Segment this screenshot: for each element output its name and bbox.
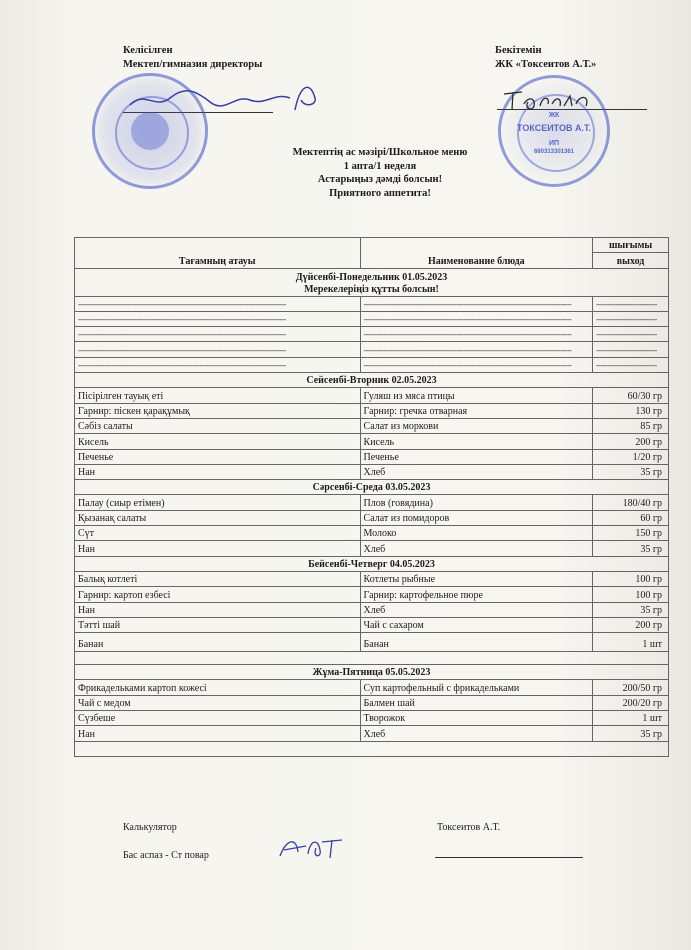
table-row (75, 449, 669, 464)
table-row (75, 311, 669, 326)
table-row (75, 695, 669, 710)
dish-yield: 200 гр (593, 434, 669, 449)
dish-yield: 35 гр (593, 726, 669, 741)
header-yield-kk: шығымы (593, 238, 669, 253)
header-ru: Наименование блюда (360, 238, 593, 269)
dish-kk: Кисель (75, 434, 361, 449)
table-row (75, 587, 669, 602)
dish-yield: 200/50 гр (593, 680, 669, 695)
dash-cell: ---------------------------- (593, 296, 669, 311)
stamp-top-text: ЖК (548, 112, 560, 119)
dish-yield: 60/30 гр (593, 388, 669, 403)
dish-kk: Сәбіз салаты (75, 418, 361, 433)
menu-title (280, 146, 480, 200)
dash-cell: ------------------------------------------------------------------------------------------------ (360, 296, 593, 311)
dish-kk: Фрикадельками картоп кожесі (75, 680, 361, 695)
dash-cell: ---------------------------- (593, 342, 669, 357)
calculator-name: Токсеитов А.Т. (437, 822, 501, 833)
title-line-2: 1 апта/1 неделя (343, 160, 417, 172)
dish-kk: Гарнир: піскен қарақұмық (75, 403, 361, 418)
stamp-ip: ИП (548, 140, 560, 147)
title-line-1: Мектептің ас мәзірі/Школьное меню (292, 147, 468, 158)
table-row (75, 464, 669, 479)
dash-cell: ---------------------------- (593, 311, 669, 326)
dish-ru: Хлеб (360, 726, 593, 741)
dish-yield: 1/20 гр (593, 449, 669, 464)
dish-kk: Нан (75, 602, 361, 617)
dish-ru: Гуляш из мяса птицы (360, 388, 593, 403)
table-row (75, 571, 669, 586)
day-title: Дүйсенбі-Понедельник 01.05.2023 (295, 271, 448, 283)
header-kk: Тағамның атауы (75, 238, 361, 269)
table-row (75, 327, 669, 342)
dish-kk: Тәтті шай (75, 617, 361, 632)
dish-ru: Салат из моркови (360, 418, 593, 433)
dish-ru: Молоко (360, 526, 593, 541)
dish-yield: 100 гр (593, 571, 669, 586)
dish-ru: Печенье (360, 449, 593, 464)
day-title: Сәрсенбі-Среда 03.05.2023 (75, 480, 669, 495)
dish-yield: 1 шт (593, 633, 669, 652)
table-row (75, 602, 669, 617)
chef-label: Бас аспаз - Ст повар (123, 850, 209, 861)
signature-line-footer (435, 857, 583, 858)
dash-cell: ------------------------------------------------------------------------------------------------ (75, 357, 361, 372)
stamp-name: ТОКСЕИТОВ А.Т. (517, 123, 591, 133)
dish-kk: Палау (сиыр етімен) (75, 495, 361, 510)
table-row (75, 510, 669, 525)
day-row-thursday (75, 556, 669, 571)
dish-kk: Пісірілген тауық еті (75, 388, 361, 403)
dash-cell: ---------------------------- (593, 357, 669, 372)
dish-yield: 180/40 гр (593, 495, 669, 510)
dish-ru: Балмен шай (360, 695, 593, 710)
dish-kk: Нан (75, 541, 361, 556)
dish-kk: Сүт (75, 526, 361, 541)
approval-right (495, 44, 596, 72)
dish-ru: Творожок (360, 711, 593, 726)
header-yield-ru: выход (593, 253, 669, 268)
dish-kk: Печенье (75, 449, 361, 464)
table-row (75, 418, 669, 433)
dish-yield: 35 гр (593, 541, 669, 556)
dish-ru: Гарнир: картофельное пюре (360, 587, 593, 602)
approve-label: Бекітемін (495, 45, 542, 56)
title-line-3: Астарыңыз дәмді болсын! (317, 174, 443, 185)
dish-yield: 60 гр (593, 510, 669, 525)
day-row-wednesday (75, 480, 669, 495)
dish-ru: Суп картофельный с фрикадельками (360, 680, 593, 695)
dish-yield: 130 гр (593, 403, 669, 418)
dish-ru: Хлеб (360, 602, 593, 617)
dish-yield: 35 гр (593, 602, 669, 617)
day-title: Сейсенбі-Вторник 02.05.2023 (75, 373, 669, 388)
dish-ru: Плов (говядина) (360, 495, 593, 510)
table-row (75, 434, 669, 449)
table-row (75, 296, 669, 311)
table-row (75, 726, 669, 741)
dish-ru: Чай с сахаром (360, 617, 593, 632)
dash-cell: ------------------------------------------------------------------------------------------------ (360, 342, 593, 357)
dish-ru: Хлеб (360, 541, 593, 556)
dish-kk: Қызанақ салаты (75, 510, 361, 525)
dish-yield: 1 шт (593, 711, 669, 726)
dash-cell: ------------------------------------------------------------------------------------------------ (360, 311, 593, 326)
calculator-label: Калькулятор (123, 822, 177, 833)
table-row (75, 357, 669, 372)
dish-ru: Банан (360, 633, 593, 652)
table-row (75, 541, 669, 556)
dish-kk: Банан (75, 633, 361, 652)
dish-ru: Салат из помидоров (360, 510, 593, 525)
day-title: Бейсенбі-Четверг 04.05.2023 (75, 556, 669, 571)
dish-yield: 200/20 гр (593, 695, 669, 710)
dish-kk: Сүзбеше (75, 711, 361, 726)
dish-ru: Кисель (360, 434, 593, 449)
director-signature (125, 70, 325, 120)
table-row (75, 711, 669, 726)
dish-kk: Нан (75, 464, 361, 479)
dish-kk: Балық котлеті (75, 571, 361, 586)
dash-cell: ------------------------------------------------------------------------------------------------ (75, 327, 361, 342)
empty-row (75, 652, 669, 665)
dash-cell: ------------------------------------------------------------------------------------------------ (360, 327, 593, 342)
dash-cell: ------------------------------------------------------------------------------------------------ (75, 296, 361, 311)
day-row-friday (75, 665, 669, 680)
chef-signature (276, 832, 346, 862)
dish-ru: Хлеб (360, 464, 593, 479)
dash-cell: ------------------------------------------------------------------------------------------------ (75, 342, 361, 357)
table-header-row (75, 238, 669, 253)
day-note: Мерекелеріңіз құтты болсын! (304, 283, 439, 295)
menu-table (74, 237, 669, 757)
day-row-tuesday (75, 373, 669, 388)
title-line-4: Приятного аппетита! (329, 187, 431, 199)
dish-ru: Котлеты рыбные (360, 571, 593, 586)
agreed-label: Келісілген (123, 45, 173, 56)
table-row (75, 680, 669, 695)
dish-kk: Гарнир: картоп езбесі (75, 587, 361, 602)
table-row (75, 633, 669, 652)
approval-left (123, 44, 262, 72)
table-row (75, 495, 669, 510)
table-row (75, 617, 669, 632)
dish-yield: 150 гр (593, 526, 669, 541)
stamp-code: 680313301361 (533, 149, 575, 155)
director-label: Мектеп/гимназия директоры (123, 59, 263, 70)
day-title: Жұма-Пятница 05.05.2023 (75, 665, 669, 680)
table-row (75, 526, 669, 541)
dish-yield: 35 гр (593, 464, 669, 479)
empty-row (75, 741, 669, 756)
dish-yield: 100 гр (593, 587, 669, 602)
dash-cell: ------------------------------------------------------------------------------------------------ (75, 311, 361, 326)
dish-ru: Гарнир: гречка отварная (360, 403, 593, 418)
entrepreneur-label: ЖК «Токсеитов А.Т.» (495, 59, 597, 70)
dash-cell: ------------------------------------------------------------------------------------------------ (360, 357, 593, 372)
dash-cell: ---------------------------- (593, 327, 669, 342)
dish-kk: Чай с медом (75, 695, 361, 710)
dish-yield: 85 гр (593, 418, 669, 433)
day-row-monday (75, 268, 669, 296)
table-row (75, 403, 669, 418)
entrepreneur-signature (500, 84, 600, 114)
table-row (75, 388, 669, 403)
dish-yield: 200 гр (593, 617, 669, 632)
table-row (75, 342, 669, 357)
dish-kk: Нан (75, 726, 361, 741)
